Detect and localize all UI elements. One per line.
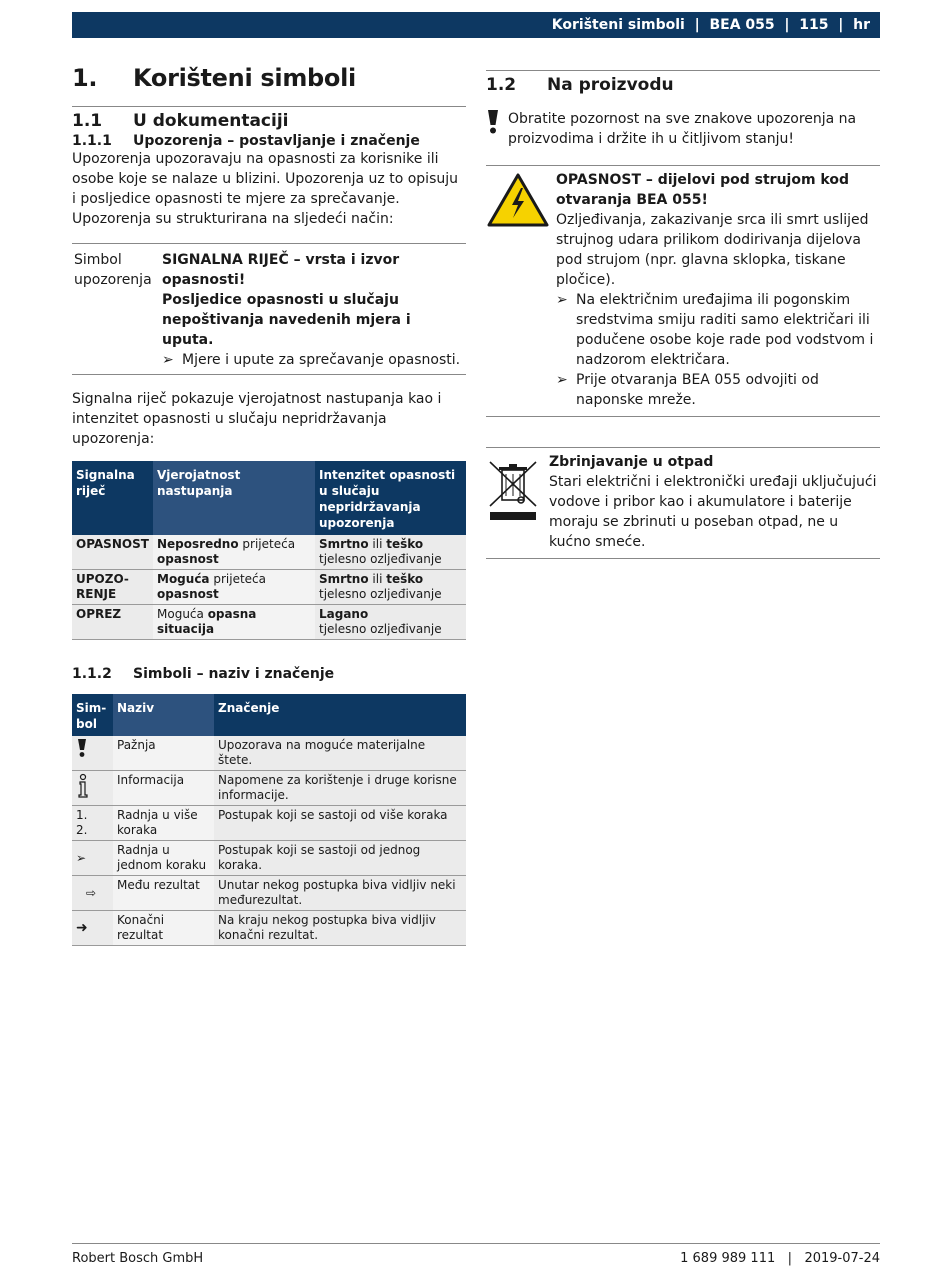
probability: Moguća opasna situacija [153, 605, 315, 640]
signal-word-explanation: Signalna riječ pokazuje vjerojatnost nastupanja kao i intenzitet opasnosti u slučaju nepridržavanja upozorenja: [72, 391, 442, 447]
probability: Neposredno prijeteća opasnost [153, 535, 315, 570]
attention-icon [486, 109, 508, 149]
disposal-body: Stari električni i elektronički uređaji uključujući vodove i pribor kao i akumulatore i baterije moraju se zbrinuti u poseban otpad, ne u kućno smeće. [549, 474, 877, 550]
section-1-1-1-heading: 1.1.1 Upozorenja – postavljanje i značenje [72, 133, 420, 149]
table-header: Sim-bol [72, 694, 113, 736]
probability: Moguća prijeteća opasnost [153, 570, 315, 605]
symbol-table [72, 694, 466, 946]
arrow-icon: ➢ [556, 372, 568, 388]
info-icon [72, 771, 113, 806]
intensity: Smrtno ili teško tjelesno ozljeđivanje [315, 570, 466, 605]
header-language: hr [853, 17, 870, 33]
danger-measure: ➢ Na električnim uređajima ili pogonskim sredstvima smiju raditi samo električari ili podučene osobe koje rade pod vodstvom i nadzorom električara. [556, 292, 874, 368]
signal-word: OPREZ [72, 605, 153, 640]
table-row: Pažnja Upozorava na moguće materijalne štete. [72, 736, 466, 771]
signal-consequence: Posljedice opasnosti u slučaju nepoštivanja navedenih mjera i uputa. [162, 292, 411, 348]
header-sep: | [838, 17, 844, 33]
section-1-heading: 1. Korišteni simboli [72, 64, 356, 92]
product-notice: Obratite pozornost na sve znakove upozorenja na proizvodima i držite ih u čitljivom stanju! [486, 109, 880, 149]
table-row [72, 605, 466, 640]
signal-word-table [72, 461, 466, 640]
disposal-box [486, 447, 880, 559]
table-row: ➜ Konačni rezultat Na kraju nekog postupka biva vidljiv konačni rezultat. [72, 911, 466, 946]
warning-structure-example [72, 243, 466, 375]
warnings-intro: Upozorenja upozoravaju na opasnosti za korisnike ili osobe koje se nalaze u blizini. Upozorenja uz to opisuju i posljedice opasnosti te mjere za sprečavanje. Upozorenja su strukturirana na sljedeći način: [72, 151, 458, 227]
header-sep: | [784, 17, 790, 33]
intermediate-result-arrow-icon: ⇨ [72, 876, 113, 911]
danger-box [486, 165, 880, 417]
header-sep: | [694, 17, 700, 33]
footer-rule [72, 1243, 880, 1244]
section-1-1-heading: 1.1 U dokumentaciji [72, 111, 289, 131]
multi-step-numbers: 1. 2. [72, 806, 113, 841]
crossed-bin-icon [486, 452, 549, 552]
header-section: Korišteni simboli [551, 17, 685, 33]
danger-measure: ➢ Prije otvaranja BEA 055 odvojiti od naponske mreže. [556, 372, 819, 408]
table-row: ➢ Radnja u jednom koraku Postupak koji se sastoji od jednog koraka. [72, 841, 466, 876]
table-header: Naziv [113, 694, 214, 736]
warning-symbol-label: Simbol upozorenja [74, 252, 152, 288]
footer-company: Robert Bosch GmbH [72, 1251, 204, 1266]
table-header: Intenzitet opasnosti u slučaju nepridržavanja upozorenja [315, 461, 466, 535]
danger-body: Ozljeđivanja, zakazivanje srca ili smrt uslijed strujnog udara prilikom dodirivanja dijelova pod strujom (npr. glavna sklopka, tiskane pločice). [556, 212, 869, 288]
signal-word: OPASNOST [72, 535, 153, 570]
signal-word-title: SIGNALNA RIJEČ – vrsta i izvor opasnosti! [162, 252, 400, 288]
intensity: Smrtno ili teško tjelesno ozljeđivanje [315, 535, 466, 570]
section-1-2-heading: 1.2 Na proizvodu [486, 75, 674, 95]
table-row: 1. 2. Radnja u više koraka Postupak koji se sastoji od više koraka [72, 806, 466, 841]
intensity: Lagano tjelesno ozljeđivanje [315, 605, 466, 640]
disposal-title: Zbrinjavanje u otpad [549, 454, 714, 470]
footer-docnum: 1 689 989 111 [680, 1251, 776, 1266]
table-header: Vjerojatnost nastupanja [153, 461, 315, 535]
footer-docinfo: 1 689 989 111 | 2019-07-24 [680, 1251, 880, 1266]
arrow-icon: ➢ [162, 352, 174, 368]
section-1-1-2-heading: 1.1.2 Simboli – naziv i značenje [72, 666, 335, 682]
table-header: Značenje [214, 694, 466, 736]
table-row: Informacija Napomene za korištenje i druge korisne informacije. [72, 771, 466, 806]
table-row [72, 535, 466, 570]
single-step-arrow-icon: ➢ [72, 841, 113, 876]
table-header: Signalna riječ [72, 461, 153, 535]
header-page-number: 115 [799, 17, 829, 33]
danger-title: OPASNOST – dijelovi pod strujom kod otvaranja BEA 055! [556, 172, 850, 208]
signal-measure: ➢ Mjere i upute za sprečavanje opasnosti. [162, 352, 461, 368]
final-result-arrow-icon: ➜ [72, 911, 113, 946]
right-column [486, 70, 880, 559]
table-row [72, 570, 466, 605]
electric-hazard-icon [486, 170, 556, 410]
footer-date: 2019-07-24 [804, 1251, 880, 1266]
left-column [72, 64, 466, 946]
attention-icon [72, 736, 113, 771]
header-product: BEA 055 [709, 17, 775, 33]
arrow-icon: ➢ [556, 292, 568, 308]
signal-word: UPOZO-RENJE [72, 570, 153, 605]
page-header [72, 12, 880, 38]
table-row: ⇨ Među rezultat Unutar nekog postupka biva vidljiv neki međurezultat. [72, 876, 466, 911]
